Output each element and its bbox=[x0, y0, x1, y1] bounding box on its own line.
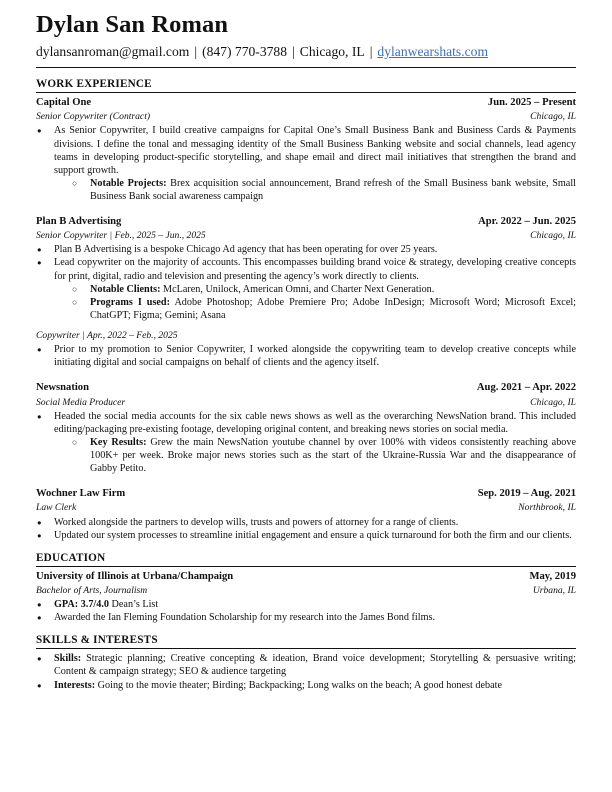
candidate-name: Dylan San Roman bbox=[36, 11, 229, 38]
job-entry-wochner bbox=[36, 487, 576, 542]
job-location: Chicago, IL bbox=[530, 396, 576, 408]
header-divider bbox=[36, 67, 576, 68]
work-experience-section bbox=[36, 77, 576, 542]
job-sub-bullet bbox=[72, 296, 576, 322]
job-date: Apr. 2022 – Jun. 2025 bbox=[478, 215, 576, 227]
job-date: Aug. 2021 – Apr. 2022 bbox=[476, 382, 576, 394]
job-date: Sep. 2019 – Aug. 2021 bbox=[477, 488, 576, 500]
job-org: Wochner Law Firm bbox=[36, 488, 126, 500]
interests-label: Interests: bbox=[54, 679, 96, 691]
skills-text: Strategic planning; Creative concepting & ideation, Brand voice development; Storytelling & persuasive writing; Content & campaign strategy; SEO & audience targeting bbox=[54, 653, 577, 678]
education-entry bbox=[36, 570, 576, 625]
job-role: Senior Copywriter | Feb., 2025 – Jun., 2025 bbox=[36, 230, 206, 242]
degree: Bachelor of Arts, Journalism bbox=[36, 585, 148, 596]
school-location: Urbana, IL bbox=[532, 585, 576, 596]
website-link[interactable]: dylanwearshats.com bbox=[377, 44, 489, 59]
gpa-text: Dean’s List bbox=[111, 599, 159, 611]
email-text: dylansanroman@gmail.com bbox=[36, 44, 190, 59]
sub-bullet-label: Notable Projects: bbox=[90, 177, 167, 189]
sub-bullet-text: Grew the main NewsNation youtube channel by over 100% with videos consistently reaching above 100K+ per week. Broke major news stories such as the start of the Ukraine-Russia War and the disappearance of Gabby Petito. bbox=[90, 436, 576, 475]
job-location: Chicago, IL bbox=[530, 230, 576, 242]
job-bullet: ● Updated our system processes to streamline initial engagement and ensure a quick turnaround for both the firm and our clients. bbox=[36, 529, 576, 542]
job-bullet: ● Lead copywriter on the majority of accounts. This encompasses building brand voice & strategy, developing creative concepts for print, digital, radio and television and presenting the agency’s work directly to clients. bbox=[36, 256, 576, 282]
job-bullet: ● Prior to my promotion to Senior Copywriter, I worked alongside the copywriting team to develop creative concepts while initiating digital and social campaigns on behalf of clients and the agency itself. bbox=[36, 343, 576, 369]
job-location: Northbrook, IL bbox=[518, 502, 576, 514]
job-bullet: ● As Senior Copywriter, I build creative campaigns for Capital One’s Small Business Bank and Business Cards & Payments divisions. I define the tonal and messaging identity of the Small Business Banking website and social channels, lead agency teams in developing product-specific storytelling, and shape email and direct mail initiatives that strengthen the brand and support growth. bbox=[36, 124, 576, 176]
job-date: Jun. 2025 – Present bbox=[487, 97, 576, 108]
award-bullet: ● Awarded the Ian Fleming Foundation Scholarship for my research into the James Bond films. bbox=[36, 611, 576, 624]
job-previous-role: Copywriter | Apr., 2022 – Feb., 2025 bbox=[36, 329, 178, 341]
job-location: Chicago, IL bbox=[530, 111, 576, 123]
job-role: Senior Copywriter (Contract) bbox=[36, 111, 151, 123]
job-sub-bullet bbox=[72, 436, 576, 475]
gpa-bullet bbox=[36, 598, 576, 611]
skills-bullet bbox=[36, 652, 576, 678]
separator: | bbox=[194, 44, 198, 59]
graduation-date: May, 2019 bbox=[529, 570, 576, 582]
skills-label: Skills: bbox=[54, 653, 82, 665]
job-role: Social Media Producer bbox=[36, 396, 126, 408]
sub-bullet-text: McLaren, Unilock, American Omni, and Charter Next Generation. bbox=[163, 283, 435, 295]
job-sub-bullet bbox=[72, 177, 576, 203]
section-title-skills: SKILLS & INTERESTS bbox=[36, 633, 576, 649]
skills-section bbox=[36, 633, 576, 691]
resume-page bbox=[36, 10, 576, 692]
job-org: Newsnation bbox=[36, 382, 89, 394]
job-entry-newsnation bbox=[36, 381, 576, 475]
job-org: Plan B Advertising bbox=[36, 215, 122, 227]
job-bullet: ● Headed the social media accounts for the six cable news shows as well as the overarching NewsNation brand. This included editing/packaging pre-existing footage, developing original content, and breaking news stories on social media. bbox=[36, 410, 576, 436]
separator: | bbox=[292, 44, 295, 59]
separator: | bbox=[369, 44, 373, 59]
job-org: Capital One bbox=[36, 97, 92, 108]
job-sub-bullet bbox=[72, 283, 576, 296]
contact-line bbox=[36, 42, 576, 61]
location-text: Chicago, IL bbox=[299, 44, 365, 59]
job-entry-plan-b bbox=[36, 215, 576, 369]
job-bullet: ● Worked alongside the partners to develop wills, trusts and powers of attorney for a range of clients. bbox=[36, 516, 576, 529]
sub-bullet-text: Adobe Photoshop; Adobe Premiere Pro; Adobe InDesign; Microsoft Word; Microsoft Excel; ChatGPT; Figma; Gemini; Asana bbox=[90, 296, 577, 321]
interests-text: Going to the movie theater; Birding; Backpacking; Long walks on the beach; A good honest debate bbox=[97, 679, 502, 691]
sub-bullet-label: Notable Clients: bbox=[90, 283, 161, 295]
sub-bullet-text: Brex acquisition social announcement, Brand refresh of the Small Business bank website, Small Business Bank social awareness campaign bbox=[90, 177, 576, 202]
job-bullet: ● Plan B Advertising is a bespoke Chicago Ad agency that has been operating for over 25 years. bbox=[36, 243, 576, 256]
section-title-experience: WORK EXPERIENCE bbox=[36, 77, 576, 93]
interests-bullet bbox=[36, 679, 576, 692]
education-section bbox=[36, 551, 576, 625]
school-name: University of Illinois at Urbana/Champaign bbox=[36, 570, 234, 582]
gpa-label: GPA: 3.7/4.0 bbox=[54, 599, 109, 611]
section-title-education: EDUCATION bbox=[36, 551, 576, 567]
phone-text: (847) 770-3788 bbox=[202, 44, 288, 59]
job-role: Law Clerk bbox=[36, 502, 77, 514]
sub-bullet-label: Key Results: bbox=[90, 436, 147, 448]
sub-bullet-label: Programs I used: bbox=[90, 296, 170, 308]
job-entry-capital-one bbox=[36, 96, 576, 203]
